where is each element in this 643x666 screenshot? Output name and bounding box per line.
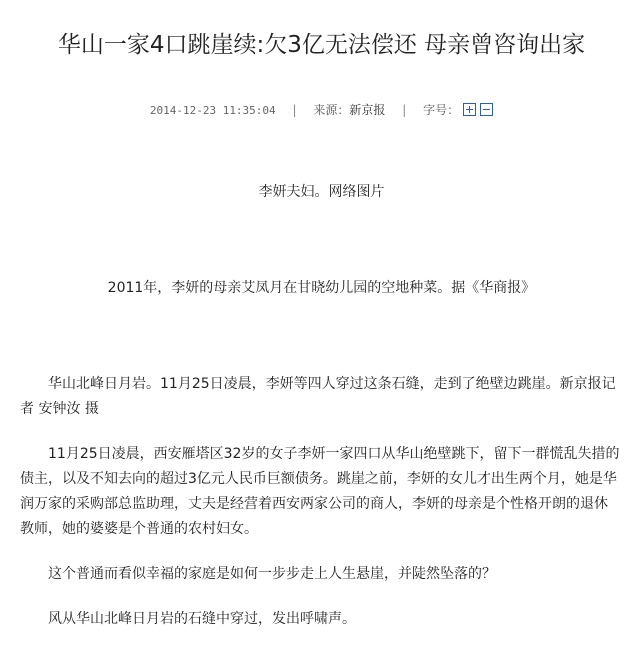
article-body	[20, 372, 620, 652]
article-title: 华山一家4口跳崖续:欠3亿无法偿还 母亲曾咨询出家	[57, 32, 586, 58]
article-paragraph: 风从华山北峰日月岩的石缝中穿过，发出呼啸声。	[48, 611, 356, 627]
publish-date: 2014-12-23 11:35:04	[149, 104, 276, 117]
font-size-label: 字号：	[423, 103, 460, 117]
image-caption: 2011年，李妍的母亲艾凤月在甘晓幼儿园的空地种菜。据《华商报》	[107, 280, 536, 296]
plus-square-icon[interactable]	[463, 103, 476, 116]
article-paragraph: 这个普通而看似幸福的家庭是如何一步步走上人生悬崖，并陡然坠落的？	[48, 566, 496, 582]
source-label: 来源：	[313, 103, 350, 117]
image-caption: 李妍夫妇。网络图片	[258, 184, 385, 200]
article-paragraph: 华山北峰日月岩。11月25日凌晨，李妍等四人穿过这条石缝，走到了绝壁边跳崖。新京报记者 安钟汝 摄	[20, 376, 616, 417]
meta-divider: |	[292, 103, 297, 117]
article-meta	[0, 101, 643, 120]
meta-divider: |	[402, 103, 407, 117]
minus-square-icon[interactable]	[480, 103, 493, 116]
source-name: 新京报	[349, 103, 386, 117]
article-paragraph: 11月25日凌晨，西安雁塔区32岁的女子李妍一家四口从华山绝壁跳下，留下一群慌乱失措的债主，以及不知去向的超过3亿元人民币巨额债务。跳崖之前，李妍的女儿才出生两个月，她是华润万家的采购部总监助理，丈夫是经营着西安两家公司的商人，李妍的母亲是个性格开朗的退休教师，她的婆婆是个普通的农村妇女。	[20, 446, 620, 537]
